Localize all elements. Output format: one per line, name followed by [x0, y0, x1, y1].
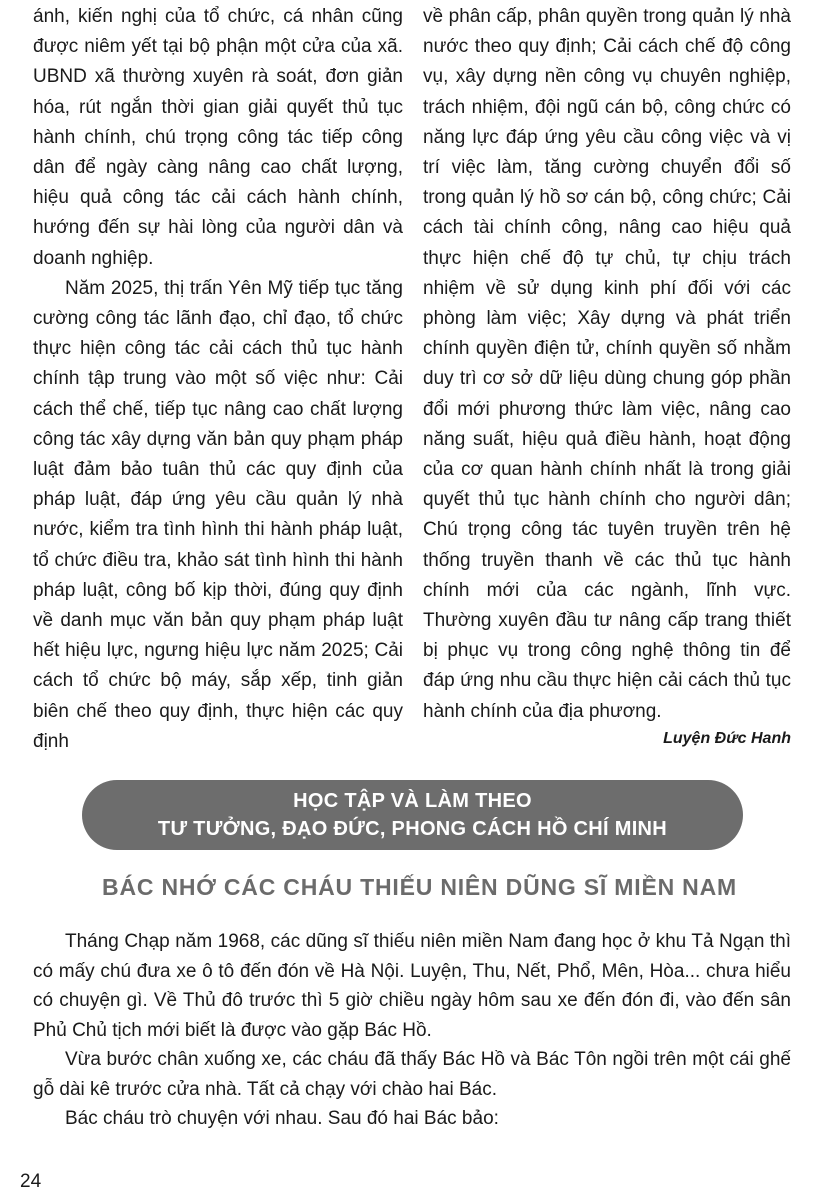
- left-paragraph-2: Năm 2025, thị trấn Yên Mỹ tiếp tục tăng cường công tác lãnh đạo, chỉ đạo, tổ chức thực hiện công tác cải cách thủ tục hành chính tập trung vào một số việc như: Cải cách thể chế, tiếp tục nâng cao chất lượng công tác xây dựng văn bản quy phạm pháp luật đảm bảo tuân thủ các quy định của pháp luật, đáp ứng yêu cầu quản lý nhà nước, kiểm tra tình hình thi hành pháp luật, tổ chức điều tra, khảo sát tình hình thi hành pháp luật, công bố kịp thời, đúng quy định về danh mục văn bản quy phạm pháp luật hết hiệu lực, ngưng hiệu lực năm 2025; Cải cách tổ chức bộ máy, sắp xếp, tinh giản biên chế theo quy định, thực hiện các quy định: [33, 277, 403, 752]
- article-title: BÁC NHỚ CÁC CHÁU THIẾU NIÊN DŨNG SĨ MIỀN NAM: [102, 874, 737, 900]
- article-paragraph-1: Tháng Chạp năm 1968, các dũng sĩ thiếu niên miền Nam đang học ở khu Tả Ngạn thì có mấy chú đưa xe ô tô đến đón về Hà Nội. Luyện, Thu, Nết, Phổ, Mên, Hòa... chưa hiểu có chuyện gì. Về Thủ đô trước thì 5 giờ chiều ngày hôm sau xe đến đón đi, vào đến sân Phủ Chủ tịch mới biết là được vào gặp Bác Hồ.: [33, 931, 791, 1041]
- right-paragraph-1: về phân cấp, phân quyền trong quản lý nhà nước theo quy định; Cải cách chế độ công vụ, xây dựng nền công vụ chuyên nghiệp, trách nhiệm, đội ngũ cán bộ, công chức có năng lực đáp ứng yêu cầu công việc và vị trí việc làm, tăng cường chuyển đổi số trong quản lý hồ sơ cán bộ, công chức; Cải cách tài chính công, nâng cao hiệu quả thực hiện chế độ tự chủ, tự chịu trách nhiệm về sử dụng kinh phí đối với các phòng làm việc; Xây dựng và phát triển chính quyền điện tử, chính quyền số nhằm duy trì cơ sở dữ liệu dùng chung góp phần đổi mới phương thức làm việc, nâng cao năng suất, hiệu quả điều hành, hoạt động của cơ quan hành chính nhất là trong giải quyết thủ tục hành chính cho người dân; Chú trọng công tác tuyên truyền trên hệ thống truyền thanh về các thủ tục hành chính mới của các ngành, lĩnh vực. Thường xuyên đầu tư nâng cấp trang thiết bị phục vụ trong công nghệ thông tin để đáp ứng nhu cầu thực hiện cải cách thủ tục hành chính của địa phương.: [423, 6, 791, 722]
- page-number: 24: [20, 1171, 42, 1192]
- section-banner: [82, 780, 743, 850]
- right-column: [423, 2, 791, 751]
- article-body: [33, 927, 791, 1134]
- left-paragraph-1: ánh, kiến nghị của tổ chức, cá nhân cũng được niêm yết tại bộ phận một cửa của xã. UBND xã thường xuyên rà soát, đơn giản hóa, rút ngắn thời gian giải quyết thủ tục hành chính, chú trọng công tác tiếp công dân để ngày càng nâng cao chất lượng, hiệu quả công tác cải cách hành chính, hướng đến sự hài lòng của người dân và doanh nghiệp.: [33, 6, 403, 269]
- author-name: Luyện Đức Hanh: [663, 729, 791, 747]
- banner-line-2: TƯ TƯỞNG, ĐẠO ĐỨC, PHONG CÁCH HỒ CHÍ MINH: [157, 818, 668, 840]
- article-paragraph-2: Vừa bước chân xuống xe, các cháu đã thấy Bác Hồ và Bác Tôn ngồi trên một cái ghế gỗ dài kê trước cửa nhà. Tất cả chạy với chào hai Bác.: [33, 1049, 791, 1100]
- article-paragraph-3: Bác cháu trò chuyện với nhau. Sau đó hai Bác bảo:: [65, 1108, 499, 1129]
- banner-line-1: HỌC TẬP VÀ LÀM THEO: [293, 790, 532, 812]
- left-column: [33, 2, 403, 757]
